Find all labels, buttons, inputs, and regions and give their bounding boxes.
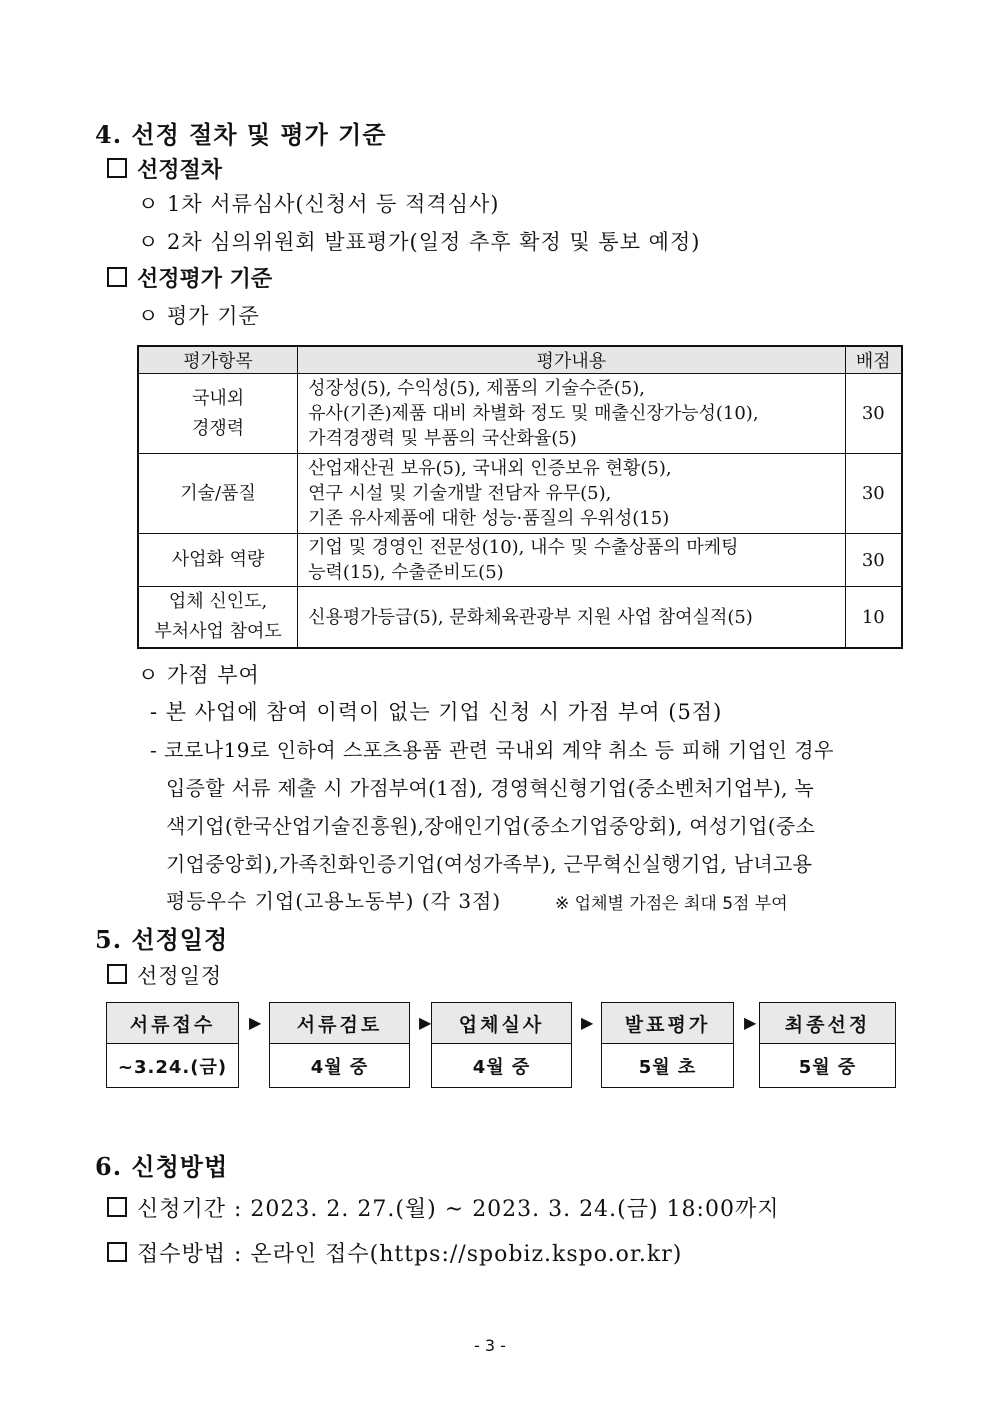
section6-title: 6. 신청방법 bbox=[95, 1152, 229, 1181]
bonus-cont-1: 입증할 서류 제출 시 가점부여(1점), 경영혁신형기업(중소벤처기업부), 녹 bbox=[166, 776, 815, 800]
schedule-step-date: 4월 중 bbox=[431, 1044, 572, 1088]
table-row bbox=[138, 454, 902, 534]
criteria-bullet: ㅇ 평가 기준 bbox=[138, 304, 260, 328]
checkbox-square-icon bbox=[107, 964, 127, 984]
row-item: 국내외 경쟁력 bbox=[138, 374, 298, 454]
bonus-note: ※ 업체별 가점은 최대 5점 부여 bbox=[555, 894, 788, 914]
procedure-item-2: ㅇ 2차 심의위원회 발표평가(일정 추후 확정 및 통보 예정) bbox=[138, 230, 701, 254]
arrow-right-icon: ▶ bbox=[419, 1013, 432, 1032]
schedule-heading: 선정일정 bbox=[107, 960, 222, 990]
row-content: 성장성(5), 수익성(5), 제품의 기술수준(5), 유사(기존)제품 대비 차별화 정도 및 매출신장가능성(10), 가격경쟁력 및 부품의 국산화율(5) bbox=[298, 374, 846, 454]
table-header-row bbox=[138, 346, 902, 374]
row-item: 기술/품질 bbox=[138, 454, 298, 534]
evaluation-table bbox=[137, 345, 903, 649]
bonus-cont-4: 평등우수 기업(고용노동부) (각 3점) bbox=[166, 889, 502, 913]
schedule-step-label: 서류검토 bbox=[269, 1002, 410, 1044]
schedule-step-label: 발표평가 bbox=[601, 1002, 734, 1044]
row-content: 산업재산권 보유(5), 국내외 인증보유 현황(5), 연구 시설 및 기술개발 전담자 유무(5), 기존 유사제품에 대한 성능·품질의 우위성(15) bbox=[298, 454, 846, 534]
page-number: - 3 - bbox=[474, 1336, 506, 1355]
apply-period: 신청기간 : 2023. 2. 27.(월) ~ 2023. 3. 24.(금) 18:00까지 bbox=[107, 1192, 779, 1223]
section5-title: 5. 선정일정 bbox=[95, 925, 229, 954]
row-score: 30 bbox=[845, 534, 902, 587]
table-row bbox=[138, 374, 902, 454]
checkbox-square-icon bbox=[107, 158, 127, 178]
procedure-item-1: ㅇ 1차 서류심사(신청서 등 적격심사) bbox=[138, 192, 500, 216]
row-score: 30 bbox=[845, 454, 902, 534]
checkbox-square-icon bbox=[107, 1197, 127, 1217]
arrow-right-icon: ▶ bbox=[744, 1013, 757, 1032]
header-content: 평가내용 bbox=[298, 346, 846, 374]
schedule-step-date: 5월 초 bbox=[601, 1044, 734, 1088]
schedule-step-label: 업체실사 bbox=[431, 1002, 572, 1044]
procedure-heading: 선정절차 bbox=[107, 153, 222, 184]
bonus-cont-3: 기업중앙회),가족친화인증기업(여성가족부), 근무혁신실행기업, 남녀고용 bbox=[166, 852, 813, 876]
row-score: 30 bbox=[845, 374, 902, 454]
bonus-bullet: ㅇ 가점 부여 bbox=[138, 663, 260, 687]
schedule-step-date: ~3.24.(금) bbox=[106, 1044, 239, 1088]
schedule-step-label: 최종선정 bbox=[759, 1002, 896, 1044]
row-content: 기업 및 경영인 전문성(10), 내수 및 수출상품의 마케팅 능력(15), 수출준비도(5) bbox=[298, 534, 846, 587]
row-item: 업체 신인도, 부처사업 참여도 bbox=[138, 587, 298, 649]
arrow-right-icon: ▶ bbox=[249, 1013, 262, 1032]
header-score: 배점 bbox=[845, 346, 902, 374]
apply-method: 접수방법 : 온라인 접수(https://spobiz.kspo.or.kr) bbox=[107, 1237, 682, 1268]
row-score: 10 bbox=[845, 587, 902, 649]
schedule-step-date: 4월 중 bbox=[269, 1044, 410, 1088]
bonus-cont-2: 색기업(한국산업기술진흥원),장애인기업(중소기업중앙회), 여성기업(중소 bbox=[166, 814, 816, 838]
arrow-right-icon: ▶ bbox=[581, 1013, 594, 1032]
table-row bbox=[138, 534, 902, 587]
schedule-step-date: 5월 중 bbox=[759, 1044, 896, 1088]
header-item: 평가항목 bbox=[138, 346, 298, 374]
bonus-item-1: - 본 사업에 참여 이력이 없는 기업 신청 시 가점 부여 (5점) bbox=[150, 700, 723, 724]
checkbox-square-icon bbox=[107, 1242, 127, 1262]
row-content: 신용평가등급(5), 문화체육관광부 지원 사업 참여실적(5) bbox=[298, 587, 846, 649]
schedule-step-label: 서류접수 bbox=[106, 1002, 239, 1044]
section4-title: 4. 선정 절차 및 평가 기준 bbox=[95, 120, 387, 149]
row-item: 사업화 역량 bbox=[138, 534, 298, 587]
checkbox-square-icon bbox=[107, 267, 127, 287]
criteria-heading: 선정평가 기준 bbox=[107, 262, 272, 293]
bonus-item-2: - 코로나19로 인하여 스포츠용품 관련 국내외 계약 취소 등 피해 기업인 경우 bbox=[150, 738, 834, 762]
table-row bbox=[138, 587, 902, 649]
